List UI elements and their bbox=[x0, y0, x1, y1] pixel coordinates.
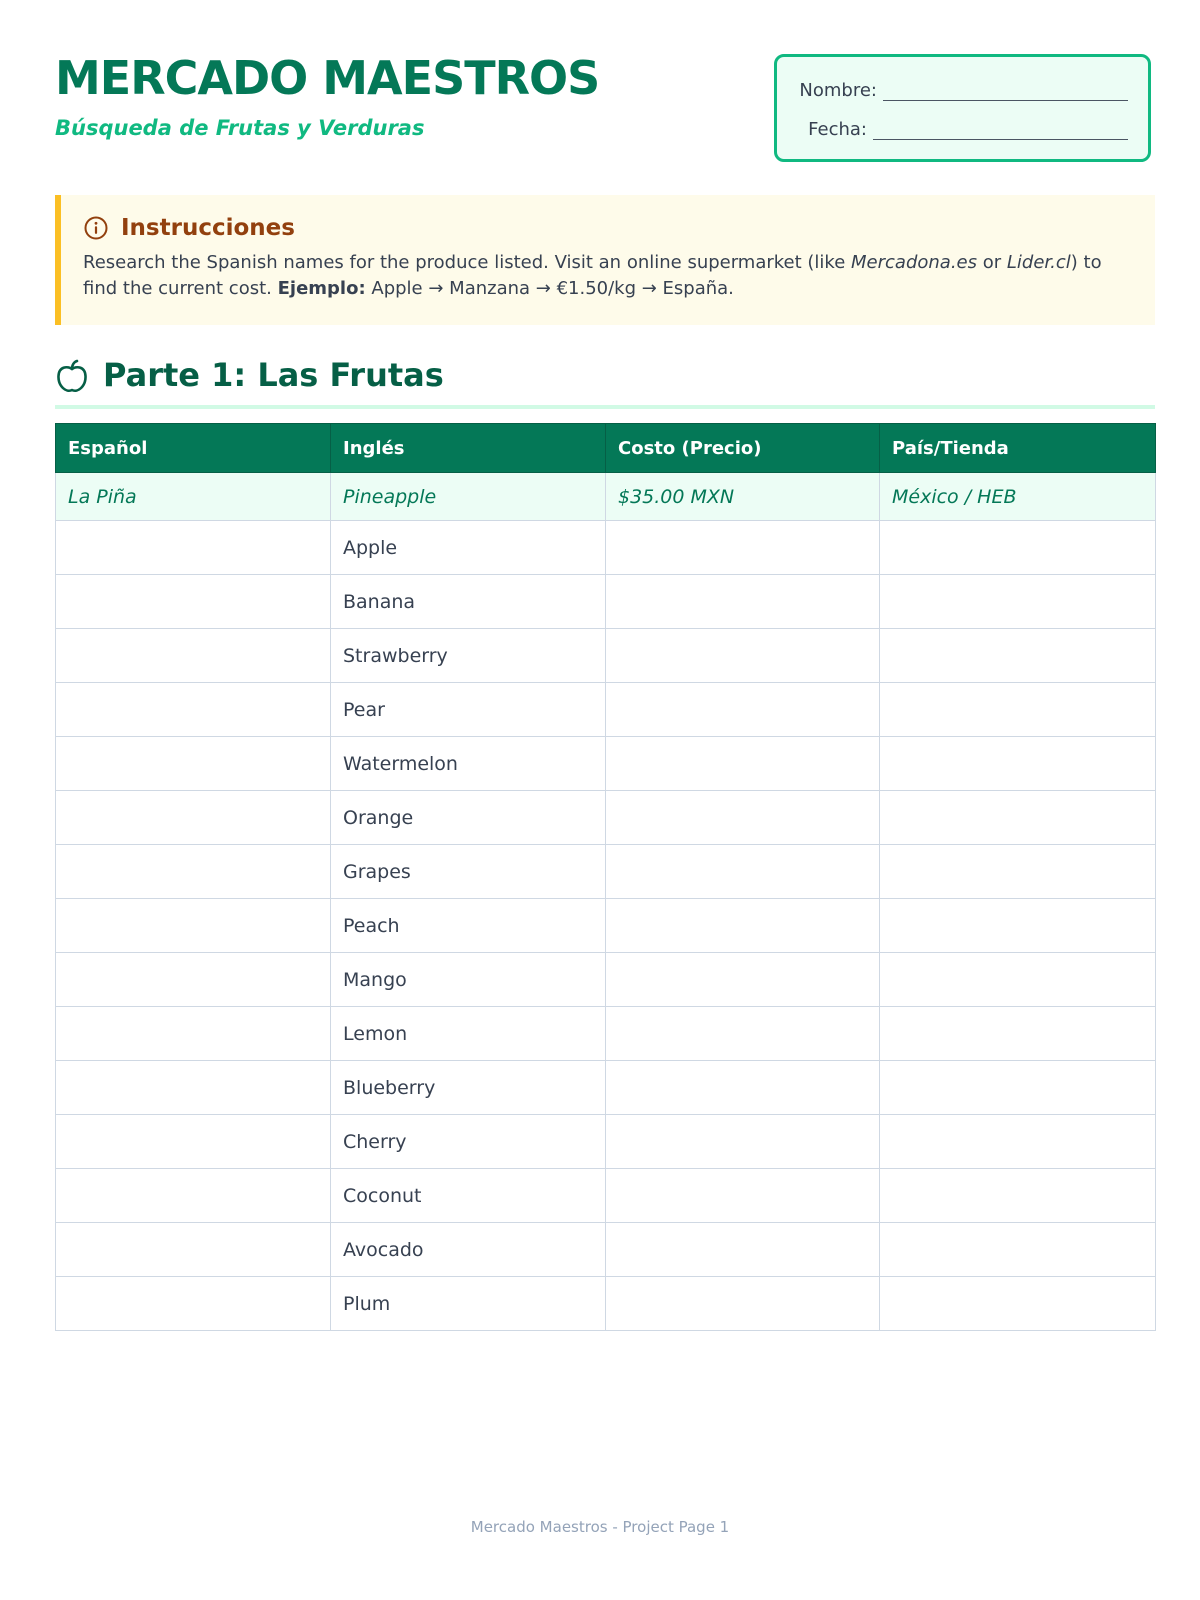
spanish-input-cell[interactable] bbox=[56, 1007, 331, 1061]
country-input-cell[interactable] bbox=[880, 521, 1156, 575]
example-cost-cell: $35.00 MXN bbox=[606, 473, 880, 521]
table-row bbox=[56, 845, 1156, 899]
country-input-cell[interactable] bbox=[880, 1007, 1156, 1061]
page-title: MERCADO MAESTROS bbox=[55, 51, 600, 105]
table-row bbox=[56, 1169, 1156, 1223]
english-cell: Orange bbox=[331, 791, 606, 845]
table-row bbox=[56, 629, 1156, 683]
site-name-lider: Lider.cl bbox=[1006, 252, 1071, 273]
cost-input-cell[interactable] bbox=[606, 1061, 880, 1115]
table-row bbox=[56, 1115, 1156, 1169]
name-label: Nombre: bbox=[799, 80, 877, 101]
english-cell: Grapes bbox=[331, 845, 606, 899]
column-header-english: Inglés bbox=[331, 424, 606, 473]
cost-input-cell[interactable] bbox=[606, 683, 880, 737]
country-input-cell[interactable] bbox=[880, 953, 1156, 1007]
country-input-cell[interactable] bbox=[880, 737, 1156, 791]
spanish-input-cell[interactable] bbox=[56, 629, 331, 683]
table-row bbox=[56, 1277, 1156, 1331]
country-input-cell[interactable] bbox=[880, 899, 1156, 953]
country-input-cell[interactable] bbox=[880, 629, 1156, 683]
apple-icon bbox=[55, 359, 89, 395]
english-cell: Strawberry bbox=[331, 629, 606, 683]
spanish-input-cell[interactable] bbox=[56, 737, 331, 791]
column-header-country-store: País/Tienda bbox=[880, 424, 1156, 473]
name-field[interactable] bbox=[883, 82, 1128, 101]
english-cell: Avocado bbox=[331, 1223, 606, 1277]
instructions-text-part: ) to find the current cost. bbox=[83, 252, 1102, 299]
table-row bbox=[56, 899, 1156, 953]
country-input-cell[interactable] bbox=[880, 791, 1156, 845]
table-row bbox=[56, 791, 1156, 845]
spanish-input-cell[interactable] bbox=[56, 1169, 331, 1223]
english-cell: Cherry bbox=[331, 1115, 606, 1169]
example-spanish-cell: La Piña bbox=[56, 473, 331, 521]
spanish-input-cell[interactable] bbox=[56, 1061, 331, 1115]
example-row bbox=[56, 473, 1156, 521]
cost-input-cell[interactable] bbox=[606, 1115, 880, 1169]
country-input-cell[interactable] bbox=[880, 845, 1156, 899]
column-header-spanish: Español bbox=[56, 424, 331, 473]
fruits-table bbox=[55, 423, 1156, 1331]
english-cell: Plum bbox=[331, 1277, 606, 1331]
date-label: Fecha: bbox=[808, 119, 867, 140]
page-subtitle: Búsqueda de Frutas y Verduras bbox=[55, 116, 425, 140]
spanish-input-cell[interactable] bbox=[56, 575, 331, 629]
example-label: Ejemplo: bbox=[277, 278, 366, 299]
example-english-cell: Pineapple bbox=[331, 473, 606, 521]
english-cell: Coconut bbox=[331, 1169, 606, 1223]
english-cell: Watermelon bbox=[331, 737, 606, 791]
spanish-input-cell[interactable] bbox=[56, 521, 331, 575]
table-row bbox=[56, 1061, 1156, 1115]
english-cell: Lemon bbox=[331, 1007, 606, 1061]
date-field[interactable] bbox=[873, 121, 1128, 140]
cost-input-cell[interactable] bbox=[606, 845, 880, 899]
cost-input-cell[interactable] bbox=[606, 1277, 880, 1331]
section-title: Parte 1: Las Frutas bbox=[103, 356, 444, 394]
table-row bbox=[56, 575, 1156, 629]
english-cell: Blueberry bbox=[331, 1061, 606, 1115]
cost-input-cell[interactable] bbox=[606, 1007, 880, 1061]
example-text: Apple → Manzana → €1.50/kg → España. bbox=[365, 278, 734, 299]
spanish-input-cell[interactable] bbox=[56, 1277, 331, 1331]
english-cell: Pear bbox=[331, 683, 606, 737]
page-footer: Mercado Maestros - Project Page 1 bbox=[470, 1518, 730, 1536]
country-input-cell[interactable] bbox=[880, 683, 1156, 737]
english-cell: Peach bbox=[331, 899, 606, 953]
instructions-text bbox=[83, 250, 1135, 302]
date-field-row bbox=[808, 119, 1128, 140]
table-row bbox=[56, 737, 1156, 791]
english-cell: Banana bbox=[331, 575, 606, 629]
country-input-cell[interactable] bbox=[880, 1277, 1156, 1331]
english-cell: Mango bbox=[331, 953, 606, 1007]
english-cell: Apple bbox=[331, 521, 606, 575]
cost-input-cell[interactable] bbox=[606, 791, 880, 845]
spanish-input-cell[interactable] bbox=[56, 791, 331, 845]
table-row bbox=[56, 1007, 1156, 1061]
cost-input-cell[interactable] bbox=[606, 521, 880, 575]
info-icon bbox=[83, 215, 109, 241]
cost-input-cell[interactable] bbox=[606, 575, 880, 629]
country-input-cell[interactable] bbox=[880, 1115, 1156, 1169]
table-header-row bbox=[56, 424, 1156, 473]
country-input-cell[interactable] bbox=[880, 575, 1156, 629]
instructions-text-part: or bbox=[977, 252, 1007, 273]
name-field-row bbox=[799, 80, 1128, 101]
cost-input-cell[interactable] bbox=[606, 953, 880, 1007]
spanish-input-cell[interactable] bbox=[56, 1223, 331, 1277]
table-row bbox=[56, 683, 1156, 737]
section-header bbox=[55, 355, 1155, 409]
cost-input-cell[interactable] bbox=[606, 737, 880, 791]
country-input-cell[interactable] bbox=[880, 1223, 1156, 1277]
spanish-input-cell[interactable] bbox=[56, 953, 331, 1007]
instructions-box bbox=[55, 195, 1155, 325]
instructions-text-part: Research the Spanish names for the produce listed. Visit an online supermarket (like bbox=[83, 252, 852, 273]
instructions-header bbox=[83, 213, 1135, 243]
table-row bbox=[56, 1223, 1156, 1277]
spanish-input-cell[interactable] bbox=[56, 683, 331, 737]
example-country-cell: México / HEB bbox=[880, 473, 1156, 521]
cost-input-cell[interactable] bbox=[606, 629, 880, 683]
site-name-mercadona: Mercadona.es bbox=[851, 252, 977, 273]
country-input-cell[interactable] bbox=[880, 1169, 1156, 1223]
cost-input-cell[interactable] bbox=[606, 1223, 880, 1277]
spanish-input-cell[interactable] bbox=[56, 1115, 331, 1169]
table-row bbox=[56, 953, 1156, 1007]
column-header-cost: Costo (Precio) bbox=[606, 424, 880, 473]
cost-input-cell[interactable] bbox=[606, 899, 880, 953]
spanish-input-cell[interactable] bbox=[56, 845, 331, 899]
table-row bbox=[56, 521, 1156, 575]
cost-input-cell[interactable] bbox=[606, 1169, 880, 1223]
spanish-input-cell[interactable] bbox=[56, 899, 331, 953]
instructions-title: Instrucciones bbox=[121, 215, 295, 241]
student-info-box bbox=[774, 54, 1151, 162]
country-input-cell[interactable] bbox=[880, 1061, 1156, 1115]
